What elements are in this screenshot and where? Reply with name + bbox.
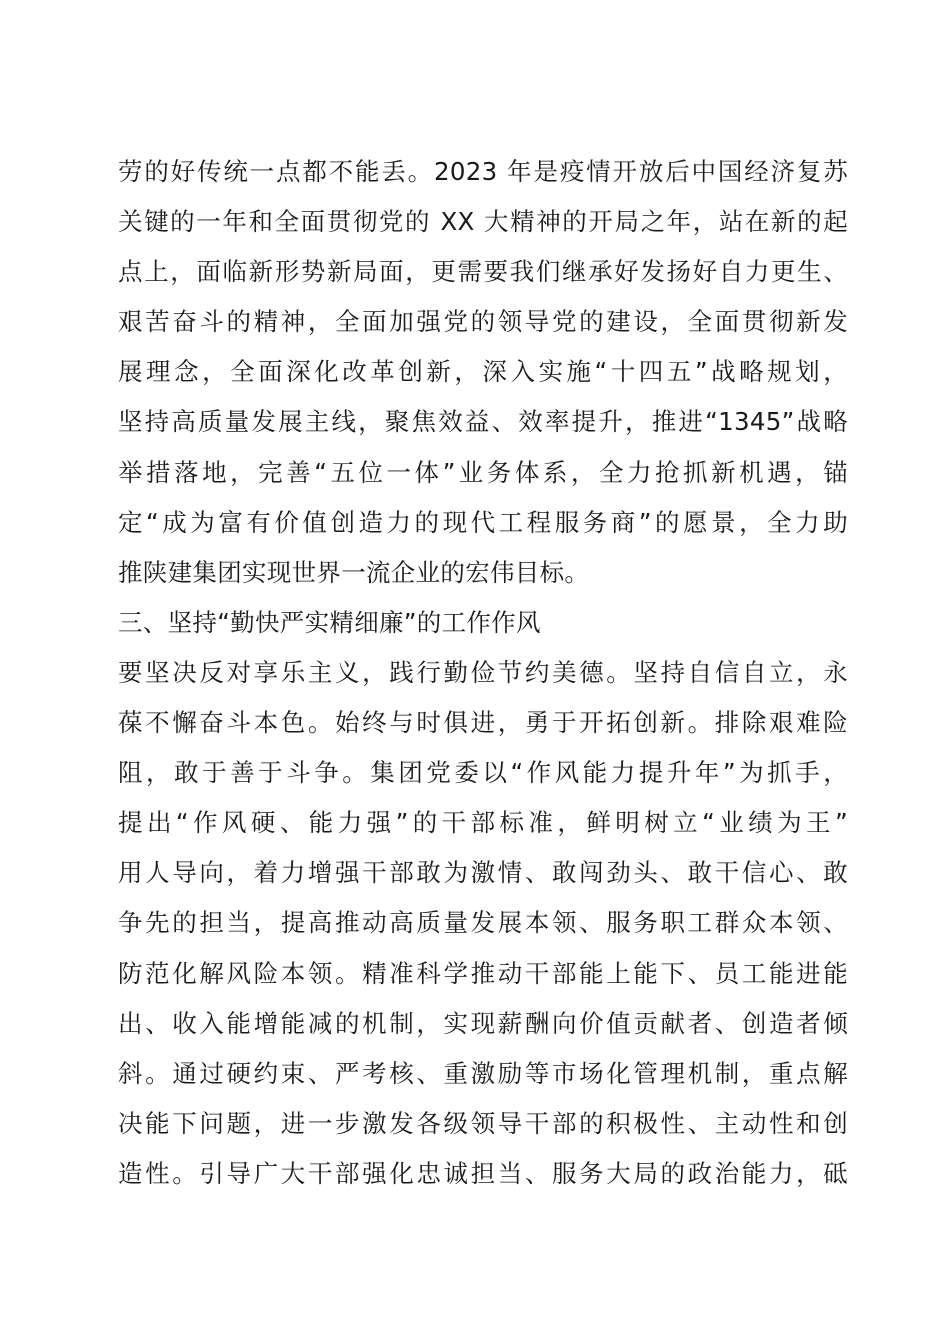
text-line: 举措落地，完善“五位一体”业务体系，全力抢抓新机遇，锚: [118, 457, 848, 487]
text-line: 点上，面临新形势新局面，更需要我们继承好发扬好自力更生、: [118, 257, 848, 287]
section-heading: 三、坚持“勤快严实精细廉”的工作作风: [118, 607, 541, 637]
text-line: 造性。引导广大干部强化忠诚担当、服务大局的政治能力，砥: [118, 1158, 848, 1188]
text-line: 出、收入能增能减的机制，实现薪酬向价值贡献者、创造者倾: [118, 1008, 848, 1038]
text-line: 关键的一年和全面贯彻党的 XX 大精神的开局之年，站在新的起: [118, 207, 848, 237]
body-text: [118, 147, 848, 1199]
text-line: 争先的担当，提高推动高质量发展本领、服务职工群众本领、: [118, 908, 848, 938]
text-line: 葆不懈奋斗本色。始终与时俱进，勇于开拓创新。排除艰难险: [118, 708, 848, 738]
text-line: 决能下问题，进一步激发各级领导干部的积极性、主动性和创: [118, 1108, 848, 1138]
text-line: 提出“作风硬、能力强”的干部标准，鲜明树立“业绩为王”: [118, 808, 848, 838]
text-line: 坚持高质量发展主线，聚焦效益、效率提升，推进“1345”战略: [118, 407, 848, 437]
text-line: 用人导向，着力增强干部敢为激情、敢闯劲头、敢干信心、敢: [118, 858, 848, 888]
text-line: 劳的好传统一点都不能丢。2023 年是疫情开放后中国经济复苏: [118, 157, 848, 186]
text-line: 斜。通过硬约束、严考核、重激励等市场化管理机制，重点解: [118, 1058, 848, 1088]
text-line: 阻，敢于善于斗争。集团党委以“作风能力提升年”为抓手，: [118, 758, 848, 788]
text-line: 要坚决反对享乐主义，践行勤俭节约美德。坚持自信自立，永: [118, 657, 848, 687]
text-line: 推陕建集团实现世界一流企业的宏伟目标。: [118, 557, 590, 587]
text-line: 定“成为富有价值创造力的现代工程服务商”的愿景，全力助: [118, 507, 848, 537]
text-line: 艰苦奋斗的精神，全面加强党的领导党的建设，全面贯彻新发: [118, 307, 848, 337]
text-line: 展理念，全面深化改革创新，深入实施“十四五”战略规划，: [118, 357, 848, 387]
text-line: 防范化解风险本领。精准科学推动干部能上能下、员工能进能: [118, 958, 848, 988]
